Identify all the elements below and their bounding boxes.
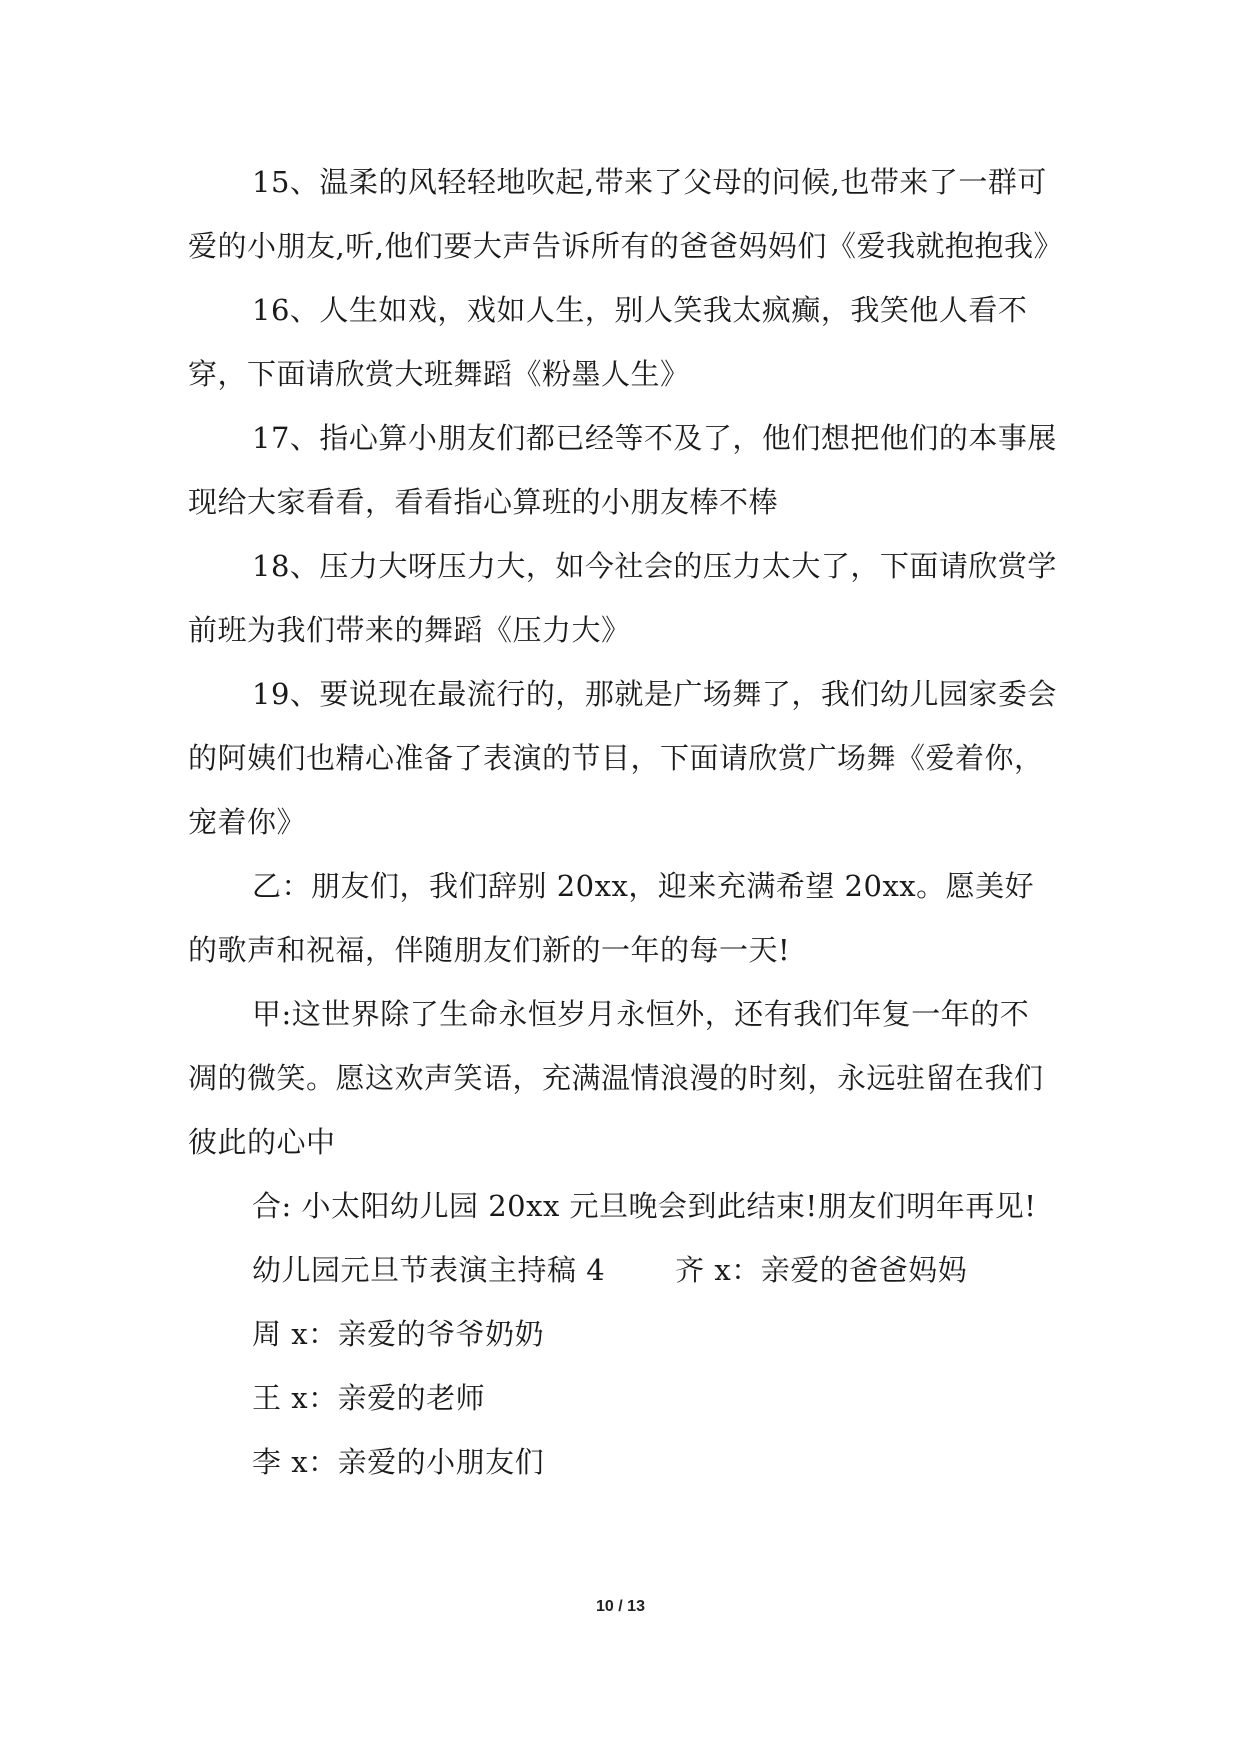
speaker-qi-line: 齐 x：亲爱的爸爸妈妈 bbox=[675, 1253, 968, 1287]
paragraph-17: 17、指心算小朋友们都已经等不及了，他们想把他们的本事展现给大家看看，看看指心算班的小朋友棒不棒 bbox=[188, 421, 1057, 519]
paragraph-18: 18、压力大呀压力大，如今社会的压力太大了，下面请欣赏学前班为我们带来的舞蹈《压力大》 bbox=[188, 549, 1057, 647]
paragraph-he: 合: 小太阳幼儿园 20xx 元旦晚会到此结束!朋友们明年再见! bbox=[252, 1189, 1037, 1223]
section-title-line bbox=[188, 1238, 1058, 1302]
speaker-zhou-line: 周 x：亲爱的爷爷奶奶 bbox=[252, 1317, 545, 1351]
page-number: 10 / 13 bbox=[596, 1598, 645, 1615]
paragraph-jia: 甲:这世界除了生命永恒岁月永恒外，还有我们年复一年的不凋的微笑。愿这欢声笑语，充满温情浪漫的时刻，永远驻留在我们彼此的心中 bbox=[188, 997, 1044, 1159]
paragraph-19: 19、要说现在最流行的，那就是广场舞了，我们幼儿园家委会的阿姨们也精心准备了表演的节目，下面请欣赏广场舞《爱着你，宠着你》 bbox=[188, 677, 1057, 839]
document-body bbox=[188, 150, 1063, 1494]
paragraph-yi: 乙：朋友们，我们辞别 20xx，迎来充满希望 20xx。愿美好的歌声和祝福，伴随朋友们新的一年的每一天! bbox=[188, 869, 1035, 967]
paragraph-16: 16、人生如戏，戏如人生，别人笑我太疯癫，我笑他人看不穿，下面请欣赏大班舞蹈《粉墨人生》 bbox=[188, 293, 1028, 391]
speaker-li-line: 李 x：亲爱的小朋友们 bbox=[252, 1445, 545, 1479]
paragraph-15: 15、温柔的风轻轻地吹起,带来了父母的问候,也带来了一群可爱的小朋友,听,他们要大声告诉所有的爸爸妈妈们《爱我就抱抱我》 bbox=[188, 165, 1063, 263]
speaker-wang-line: 王 x：亲爱的老师 bbox=[252, 1381, 486, 1415]
section-title: 幼儿园元旦节表演主持稿 4 bbox=[252, 1253, 606, 1287]
